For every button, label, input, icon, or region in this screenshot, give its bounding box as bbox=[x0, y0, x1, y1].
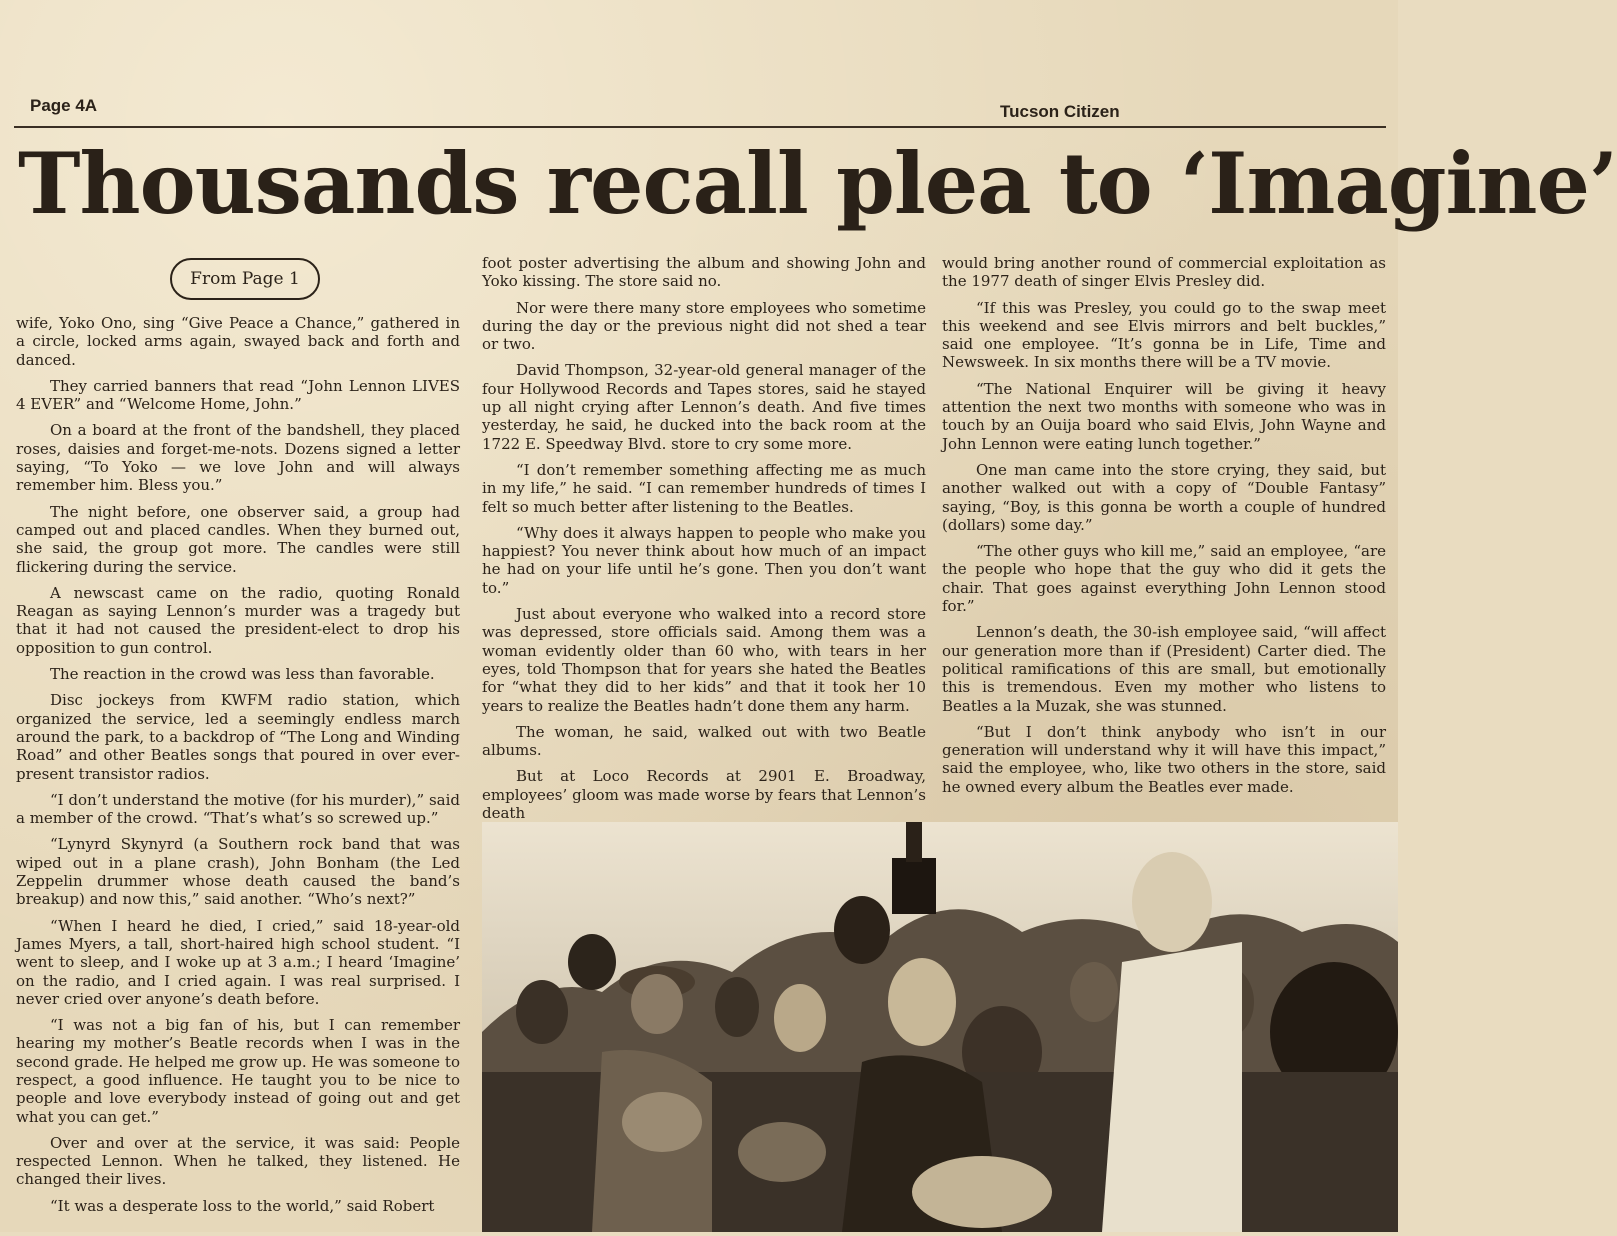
paragraph: Over and over at the service, it was said: People respected Lennon. When he talked, they listened. He changed their lives. bbox=[16, 1133, 460, 1189]
page-number: Page 4A bbox=[30, 96, 98, 115]
paragraph: “The National Enquirer will be giving it heavy attention the next two months with someone who was in touch by an Ouija board who said Elvis, John Wayne and John Lennon were eating lunch together.” bbox=[942, 379, 1386, 453]
paragraph: foot poster advertising the album and showing John and Yoko kissing. The store said no. bbox=[482, 254, 926, 291]
paragraph: “Why does it always happen to people who make you happiest? You never think about how much of an impact he had on your life until he’s gone. Then you don’t want to.” bbox=[482, 523, 926, 597]
headline: Thousands recall plea to ‘Imagine’ bbox=[18, 134, 1617, 233]
paragraph: would bring another round of commercial exploitation as the 1977 death of singer Elvis Presley did. bbox=[942, 254, 1386, 291]
paragraph: “Lynyrd Skynyrd (a Southern rock band that was wiped out in a plane crash), John Bonham (the Led Zeppelin drummer whose death caused the band’s breakup) and now this,” said another. “Who’s next?” bbox=[16, 835, 460, 909]
paragraph: wife, Yoko Ono, sing “Give Peace a Chance,” gathered in a circle, locked arms again, swayed back and forth and danced. bbox=[16, 314, 460, 369]
paragraph: Lennon’s death, the 30-ish employee said, “will affect our generation more than if (President) Carter died. The political ramifications of this are small, but emotionally this is tremendous. Even my mother who listens to Beatles a la Muzak, she was stunned. bbox=[942, 623, 1386, 715]
paragraph: The reaction in the crowd was less than favorable. bbox=[50, 665, 435, 684]
crowd-photo-illustration bbox=[482, 822, 1398, 1232]
paragraph: “When I heard he died, I cried,” said 18-year-old James Myers, a tall, short-haired high school student. “I went to sleep, and I woke up at 3 a.m.; I heard ‘Imagine’ on the radio, and I cried again. I was real surprised. I never cried over anyone’s death before. bbox=[16, 916, 460, 1008]
paragraph: “The other guys who kill me,” said an employee, “are the people who hope that the guy who did it gets the chair. That goes against everything John Lennon stood for.” bbox=[942, 542, 1386, 616]
article-column-3 bbox=[942, 254, 1386, 814]
newspaper-name: Tucson Citizen bbox=[1000, 102, 1120, 121]
paragraph: The woman, he said, walked out with two Beatle albums. bbox=[482, 722, 926, 760]
paragraph: Just about everyone who walked into a record store was depressed, store officials said. Among them was a woman evidently older than 60 who, with tears in her eyes, told Thompson that for years she hated the Beatles for “what they did to her kids” and that it took her 10 years to realize the Beatles hadn’t done them any harm. bbox=[482, 605, 926, 715]
paragraph: Nor were there many store employees who sometime during the day or the previous night did not shed a tear or two. bbox=[482, 298, 926, 354]
paragraph: “If this was Presley, you could go to the swap meet this weekend and see Elvis mirrors and belt buckles,” said one employee. “It’s gonna be in Life, Time and Newsweek. In six months there will be a TV movie. bbox=[942, 298, 1386, 372]
paragraph: But at Loco Records at 2901 E. Broadway, employees’ gloom was made worse by fears that Lennon’s death bbox=[482, 767, 926, 823]
article-column-1 bbox=[16, 314, 460, 1232]
paragraph: On a board at the front of the bandshell, they placed roses, daisies and forget-me-nots. Dozens signed a letter saying, “To Yoko — we love John and will always remember him. Bless you.” bbox=[16, 421, 460, 495]
paragraph: A newscast came on the radio, quoting Ronald Reagan as saying Lennon’s murder was a tragedy but that it had not caused the president-elect to drop his opposition to gun control. bbox=[16, 583, 460, 657]
crowd-photo bbox=[482, 822, 1398, 1232]
paragraph: “I don’t remember something affecting me as much in my life,” he said. “I can remember hundreds of times I felt so much better after listening to the Beatles. bbox=[482, 460, 926, 516]
article-column-2 bbox=[482, 254, 926, 823]
paragraph: “I don’t understand the motive (for his murder),” said a member of the crowd. “That’s what’s so screwed up.” bbox=[16, 790, 460, 828]
paragraph: “But I don’t think anybody who isn’t in our generation will understand why it will have this impact,” said the employee, who, like two others in the store, said he owned every album the Beatles ever made. bbox=[942, 722, 1386, 796]
paragraph: “It was a desperate loss to the world,” said Robert bbox=[50, 1196, 435, 1215]
paragraph: David Thompson, 32-year-old general manager of the four Hollywood Records and Tapes stores, said he stayed up all night crying after Lennon’s death. And five times yesterday, he said, he ducked into the back room at the 1722 E. Speedway Blvd. store to cry some more. bbox=[482, 361, 926, 453]
paragraph: The night before, one observer said, a group had camped out and placed candles. When they burned out, she said, the group got more. The candles were still flickering during the service. bbox=[16, 502, 460, 576]
paragraph: Disc jockeys from KWFM radio station, which organized the service, led a seemingly endless march around the park, to a backdrop of “The Long and Winding Road” and other Beatles songs that poured in over ever-present transistor radios. bbox=[16, 691, 460, 783]
masthead bbox=[14, 96, 1386, 128]
paragraph: They carried banners that read “John Lennon LIVES 4 EVER” and “Welcome Home, John.” bbox=[16, 376, 460, 414]
paragraph: “I was not a big fan of his, but I can remember hearing my mother’s Beatle records when I was in the second grade. He helped me grow up. He was someone to respect, a good influence. He taught you to be nice to people and love everybody instead of going out and get what you can get.” bbox=[16, 1016, 460, 1126]
paragraph: One man came into the store crying, they said, but another walked out with a copy of “Double Fantasy” saying, “Boy, is this gonna be worth a couple of hundred (dollars) some day.” bbox=[942, 460, 1386, 534]
jump-label: From Page 1 bbox=[170, 258, 320, 300]
